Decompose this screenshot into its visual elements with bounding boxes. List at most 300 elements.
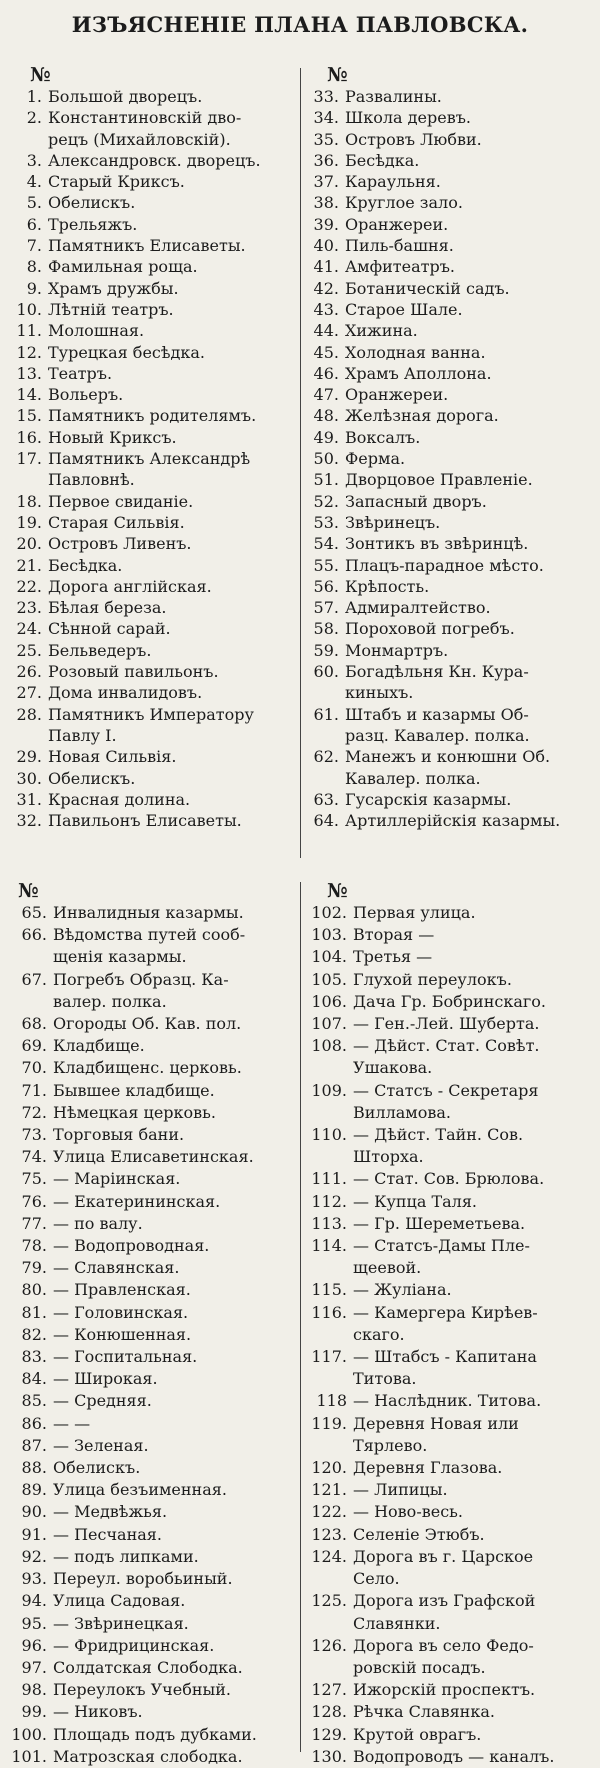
entry-text: Трельяжъ. (48, 214, 138, 234)
entry-text: Молошная. (48, 321, 145, 341)
legend-entry (8, 1279, 298, 1301)
entry-number: 119. (311, 1413, 347, 1433)
entry-text: Дворцовое Правленіе. (345, 470, 533, 490)
legend-entry (305, 427, 597, 448)
entry-text: — Наслѣдник. Титова. (353, 1391, 542, 1411)
entry-text: Памятникъ Императору (48, 704, 254, 724)
entry-number: 123. (311, 1524, 347, 1544)
entry-number: 112. (311, 1191, 347, 1211)
entry-text: Инвалидныя казармы. (53, 903, 244, 922)
entry-text: Сѣнной сарай. (48, 619, 171, 639)
legend-entry (305, 1746, 597, 1768)
entry-text: Штабъ и казармы Об- (345, 704, 529, 724)
entry-number: 67. (21, 969, 47, 989)
entry-text: Крѣпость. (345, 576, 430, 596)
legend-entry (305, 661, 597, 682)
legend-entry-continuation (305, 1146, 597, 1168)
legend-entry (8, 384, 298, 405)
entry-text: Обелискъ. (48, 193, 136, 213)
legend-entry (305, 746, 597, 767)
entry-text: Караульня. (345, 172, 441, 192)
entry-text: Деревня Новая или (353, 1413, 519, 1433)
entry-text: — Головинская. (53, 1302, 189, 1322)
legend-entry (8, 1613, 298, 1635)
entry-text: Артиллерійскія казармы. (345, 811, 561, 831)
entry-text: Памятникъ Елисаветы. (48, 236, 246, 256)
entry-number: 3. (26, 150, 42, 170)
entry-number: 2. (26, 108, 42, 128)
entry-text: валер. полка. (53, 991, 167, 1011)
legend-entry (8, 810, 298, 831)
number-sign-header: № (18, 880, 39, 902)
entry-text: — Липицы. (353, 1480, 448, 1500)
legend-entry (8, 86, 298, 107)
entry-number: 83. (21, 1347, 47, 1367)
entry-number: 125. (311, 1591, 347, 1611)
entry-text: — Статсъ-Дамы Пле- (353, 1236, 530, 1256)
legend-entry (305, 320, 597, 341)
legend-entry-continuation (305, 1257, 597, 1279)
legend-entry-continuation (8, 991, 298, 1013)
entry-text: Обелискъ. (53, 1458, 141, 1478)
entry-number: 4. (26, 172, 42, 192)
entry-text: Дорога въ г. Царское (353, 1546, 534, 1566)
entry-number: 43. (313, 299, 339, 319)
entry-text: Вторая — (353, 925, 435, 945)
entry-text: Крутой оврагъ. (353, 1724, 482, 1744)
entry-text: Запасный дворъ. (345, 491, 487, 511)
legend-entry (8, 150, 298, 171)
legend-entry (8, 363, 298, 384)
entry-text: — подъ липками. (53, 1546, 199, 1566)
entry-number: 118 (316, 1391, 347, 1411)
entry-number: 95. (21, 1613, 47, 1633)
entry-text: Нѣмецкая церковь. (53, 1102, 216, 1122)
entry-text: — Дѣйст. Тайн. Сов. (353, 1125, 524, 1145)
legend-entry-continuation (305, 1613, 597, 1635)
entry-number: 105. (311, 969, 347, 989)
entry-number: 12. (16, 342, 42, 362)
entry-text: — Ново-весь. (353, 1502, 463, 1522)
legend-entry (8, 1102, 298, 1124)
entry-number: 91. (21, 1524, 47, 1544)
entry-number: 58. (313, 619, 339, 639)
legend-entry (8, 597, 298, 618)
entry-number: 117. (311, 1347, 347, 1367)
entry-number: 51. (313, 470, 339, 490)
legend-entry (8, 278, 298, 299)
entry-text: Старый Криксъ. (48, 172, 185, 192)
entry-text: Школа деревъ. (345, 108, 471, 128)
legend-entry (305, 86, 597, 107)
entry-number: 101. (11, 1746, 47, 1766)
legend-entry (305, 618, 597, 639)
legend-entry-continuation (8, 129, 298, 150)
entry-number: 92. (21, 1546, 47, 1566)
entry-number: 13. (16, 363, 42, 383)
legend-entry (305, 235, 597, 256)
entry-text: киныхъ. (345, 683, 414, 703)
entry-number: 19. (16, 512, 42, 532)
entry-text: Пиль-башня. (345, 236, 454, 256)
legend-entry-continuation (305, 1057, 597, 1079)
entry-text: Переулокъ Учебный. (53, 1680, 231, 1700)
legend-entry (305, 1346, 597, 1368)
entry-text: Торговыя бани. (53, 1125, 185, 1145)
entry-number: 56. (313, 576, 339, 596)
entry-number: 30. (16, 768, 42, 788)
entry-number: 35. (313, 129, 339, 149)
entry-number: 100. (11, 1724, 47, 1744)
entry-text: — Фридрицинская. (53, 1635, 215, 1655)
legend-entry (8, 1057, 298, 1079)
entry-text: — Госпитальная. (53, 1347, 198, 1367)
legend-entry (8, 1590, 298, 1612)
legend-entry (8, 1324, 298, 1346)
legend-entry (8, 1235, 298, 1257)
entry-number: 128. (311, 1702, 347, 1722)
legend-entry-continuation (8, 469, 298, 490)
entry-text: ровскій посадъ. (353, 1657, 486, 1677)
entry-text: Улица Елисаветинская. (53, 1147, 254, 1167)
legend-entry (8, 924, 298, 946)
entry-number: 122. (311, 1502, 347, 1522)
entry-text: — Водопроводная. (53, 1236, 210, 1256)
entry-number: 45. (313, 342, 339, 362)
legend-entry (305, 278, 597, 299)
entry-text: Красная долина. (48, 789, 191, 809)
entry-text: — по валу. (53, 1213, 143, 1233)
entry-number: 53. (313, 512, 339, 532)
entry-number: 99. (21, 1702, 47, 1722)
entry-text: Бесѣдка. (48, 555, 123, 575)
legend-entry (305, 150, 597, 171)
legend-entry (8, 533, 298, 554)
legend-entry (8, 1191, 298, 1213)
legend-entry (305, 448, 597, 469)
entry-number: 7. (26, 236, 42, 256)
entry-text: Монмартръ. (345, 640, 449, 660)
entry-number: 50. (313, 449, 339, 469)
entry-text: — Штабсъ - Капитана (353, 1347, 537, 1367)
entry-text: рецъ (Михайловскій). (48, 129, 231, 149)
legend-entry (305, 1191, 597, 1213)
legend-entry (8, 171, 298, 192)
entry-text: Турецкая бесѣдка. (48, 342, 205, 362)
entry-number: 46. (313, 363, 339, 383)
entry-text: скаго. (353, 1324, 405, 1344)
legend-entry (8, 320, 298, 341)
entry-text: Розовый павильонъ. (48, 662, 219, 682)
entry-text: Александровск. дворецъ. (48, 150, 261, 170)
entry-text: Большой дворецъ. (48, 87, 203, 106)
entry-text: Дача Гр. Бобринскаго. (353, 991, 546, 1011)
entry-number: 8. (26, 257, 42, 277)
entry-text: Гусарскія казармы. (345, 789, 512, 809)
entry-text: Воксалъ. (345, 427, 421, 447)
legend-entry (8, 902, 298, 924)
entry-text: — Звѣринецкая. (53, 1613, 189, 1633)
entry-text: Переул. воробьиный. (53, 1569, 233, 1589)
entry-number: 114. (311, 1236, 347, 1256)
legend-entry (8, 1724, 298, 1746)
entry-number: 90. (21, 1502, 47, 1522)
entry-number: 78. (21, 1236, 47, 1256)
legend-entry (8, 1746, 298, 1768)
legend-entry (305, 1302, 597, 1324)
entry-number: 44. (313, 321, 339, 341)
legend-entry (8, 491, 298, 512)
entry-text: — Дѣйст. Стат. Совѣт. (353, 1036, 540, 1056)
legend-entry (305, 533, 597, 554)
legend-entry (8, 1635, 298, 1657)
entry-number: 94. (21, 1591, 47, 1611)
entry-number: 48. (313, 406, 339, 426)
entry-text: Ферма. (345, 449, 406, 469)
entry-text: Театръ. (48, 363, 113, 383)
entry-number: 64. (313, 811, 339, 831)
entry-number: 21. (16, 555, 42, 575)
entry-number: 10. (16, 299, 42, 319)
legend-entry (8, 704, 298, 725)
entry-number: 71. (21, 1080, 47, 1100)
entry-number: 23. (16, 598, 42, 618)
entry-text: Дорога англійская. (48, 576, 212, 596)
legend-entry-continuation (8, 946, 298, 968)
entry-number: 34. (313, 108, 339, 128)
legend-entry (8, 1080, 298, 1102)
legend-entry (8, 1146, 298, 1168)
legend-entry (305, 1479, 597, 1501)
entry-text: Островъ Любви. (345, 129, 482, 149)
entry-number: 54. (313, 534, 339, 554)
legend-column-1 (8, 62, 298, 831)
entry-number: 111. (311, 1169, 347, 1189)
entry-number: 25. (16, 640, 42, 660)
legend-entry (8, 1479, 298, 1501)
entry-number: 27. (16, 683, 42, 703)
legend-entry (305, 1590, 597, 1612)
entry-text: — Широкая. (53, 1369, 158, 1389)
legend-entry (8, 1701, 298, 1723)
entry-number: 79. (21, 1258, 47, 1278)
entry-number: 1. (26, 87, 42, 106)
entry-number: 22. (16, 576, 42, 596)
legend-entry (8, 1568, 298, 1590)
entry-number: 31. (16, 789, 42, 809)
entry-text: Плацъ-парадное мѣсто. (345, 555, 544, 575)
entry-text: Солдатская Слободка. (53, 1657, 243, 1677)
number-sign-header: № (327, 880, 348, 902)
entry-text: Третья — (353, 947, 433, 967)
legend-entry (305, 1501, 597, 1523)
entry-number: 41. (313, 257, 339, 277)
entry-number: 32. (16, 811, 42, 831)
entry-text: Шторха. (353, 1147, 424, 1167)
entry-number: 28. (16, 704, 42, 724)
legend-entry-continuation (305, 725, 597, 746)
entry-number: 113. (311, 1213, 347, 1233)
legend-entry (8, 427, 298, 448)
entry-number: 82. (21, 1324, 47, 1344)
legend-entry (8, 1457, 298, 1479)
entry-text: Лѣтній театръ. (48, 299, 174, 319)
entry-number: 47. (313, 385, 339, 405)
entry-text: Желѣзная дорога. (345, 406, 499, 426)
legend-entry (305, 1035, 597, 1057)
legend-entry (305, 810, 597, 831)
legend-entry (8, 576, 298, 597)
entry-text: Старое Шале. (345, 299, 463, 319)
entry-text: Улица безъименная. (53, 1480, 227, 1500)
legend-entry (305, 946, 597, 968)
entry-text: Тярлево. (353, 1435, 428, 1455)
entry-text: Ботаническій садъ. (345, 278, 510, 298)
legend-entry (305, 1390, 597, 1412)
legend-column-2 (305, 62, 597, 831)
entry-text: — — (53, 1413, 91, 1433)
legend-entry (305, 1546, 597, 1568)
entry-text: — Камергера Кирѣев- (353, 1302, 538, 1322)
entry-text: Амфитеатръ. (345, 257, 455, 277)
entry-number: 65. (21, 903, 47, 922)
legend-entry (8, 768, 298, 789)
entry-number: 60. (313, 662, 339, 682)
entry-number: 20. (16, 534, 42, 554)
legend-entry (8, 682, 298, 703)
entry-number: 38. (313, 193, 339, 213)
legend-entry (305, 1457, 597, 1479)
legend-entry (305, 576, 597, 597)
entry-text: Вилламова. (353, 1102, 451, 1122)
entry-number: 80. (21, 1280, 47, 1300)
entry-number: 6. (26, 214, 42, 234)
legend-entry (305, 1124, 597, 1146)
legend-entry (305, 384, 597, 405)
entry-text: — Зеленая. (53, 1435, 149, 1455)
entry-text: — Маріинская. (53, 1169, 181, 1189)
entry-text: Обелискъ. (48, 768, 136, 788)
entry-text: Кладбищенс. церковь. (53, 1058, 242, 1078)
legend-entry (305, 1080, 597, 1102)
legend-entry (305, 969, 597, 991)
legend-entry (305, 214, 597, 235)
entry-number: 93. (21, 1569, 47, 1589)
legend-entry (305, 1168, 597, 1190)
entry-text: Островъ Ливенъ. (48, 534, 192, 554)
legend-entry (305, 555, 597, 576)
legend-entry (305, 129, 597, 150)
legend-entry (8, 512, 298, 533)
entry-text: Бесѣдка. (345, 150, 420, 170)
entry-number: 85. (21, 1391, 47, 1411)
entry-number: 29. (16, 747, 42, 767)
entry-number: 14. (16, 385, 42, 405)
legend-entry-continuation (305, 1102, 597, 1124)
entry-text: — Ген.-Лей. Шуберта. (353, 1014, 540, 1034)
entry-text: Улица Садовая. (53, 1591, 186, 1611)
entry-text: Огороды Об. Кав. пол. (53, 1014, 242, 1034)
legend-entry (8, 405, 298, 426)
entry-text: Дома инвалидовъ. (48, 683, 203, 703)
entry-number: 37. (313, 172, 339, 192)
legend-entry (305, 342, 597, 363)
entry-number: 40. (313, 236, 339, 256)
entry-text: Старая Сильвія. (48, 512, 185, 532)
legend-entry (305, 991, 597, 1013)
entry-number: 16. (16, 427, 42, 447)
entry-text: щеевой. (353, 1258, 422, 1278)
legend-entry (8, 1302, 298, 1324)
entry-text: — Статсъ - Секретаря (353, 1080, 539, 1100)
legend-entry (8, 618, 298, 639)
entry-text: Бельведеръ. (48, 640, 152, 660)
entry-text: Храмъ дружбы. (48, 278, 179, 298)
entry-text: Село. (353, 1569, 400, 1589)
legend-entry (305, 363, 597, 384)
legend-entry (8, 1168, 298, 1190)
legend-entry (8, 1546, 298, 1568)
entry-number: 87. (21, 1435, 47, 1455)
entry-number: 63. (313, 789, 339, 809)
entry-text: Титова. (353, 1369, 417, 1389)
entry-number: 124. (311, 1546, 347, 1566)
entry-text: Селеніе Этюбъ. (353, 1524, 485, 1544)
entry-text: Павильонъ Елисаветы. (48, 811, 242, 831)
entry-text: Первая улица. (353, 903, 476, 922)
entry-text: — Жуліана. (353, 1280, 452, 1300)
legend-entry-continuation (305, 1324, 597, 1346)
entry-text: Новая Сильвія. (48, 747, 177, 767)
entry-text: Дорога въ село Федо- (353, 1635, 534, 1655)
entry-text: — Екатерининская. (53, 1191, 221, 1211)
entry-number: 121. (311, 1480, 347, 1500)
entry-number: 42. (313, 278, 339, 298)
entry-number: 66. (21, 925, 47, 945)
entry-text: Оранжереи. (345, 214, 449, 234)
entry-number: 73. (21, 1125, 47, 1145)
entry-number: 107. (311, 1014, 347, 1034)
legend-entry (305, 1701, 597, 1723)
legend-entry (305, 512, 597, 533)
legend-entry (305, 902, 597, 924)
entry-text: Дорога изъ Графской (353, 1591, 536, 1611)
entry-number: 108. (311, 1036, 347, 1056)
entry-text: Круглое зало. (345, 193, 463, 213)
entry-number: 75. (21, 1169, 47, 1189)
legend-entry (8, 969, 298, 991)
entry-number: 59. (313, 640, 339, 660)
column-divider (300, 882, 301, 1752)
entry-number: 33. (313, 87, 339, 106)
entry-text: Фамильная роща. (48, 257, 198, 277)
entry-text: Первое свиданіе. (48, 491, 194, 511)
entry-text: щенія казармы. (53, 947, 187, 967)
entry-number: 9. (26, 278, 42, 298)
entry-number: 49. (313, 427, 339, 447)
entry-text: — Стат. Сов. Брюлова. (353, 1169, 545, 1189)
page-title: ИЗЪЯСНЕНІЕ ПЛАНА ПАВЛОВСКА. (71, 12, 529, 37)
legend-entry-continuation (305, 768, 597, 789)
entry-number: 102. (311, 903, 347, 922)
legend-entry (8, 746, 298, 767)
legend-entry (8, 448, 298, 469)
legend-entry (8, 214, 298, 235)
legend-entry (305, 491, 597, 512)
legend-entry (8, 1679, 298, 1701)
entry-text: Кавалер. полка. (345, 768, 481, 788)
legend-entry (8, 235, 298, 256)
